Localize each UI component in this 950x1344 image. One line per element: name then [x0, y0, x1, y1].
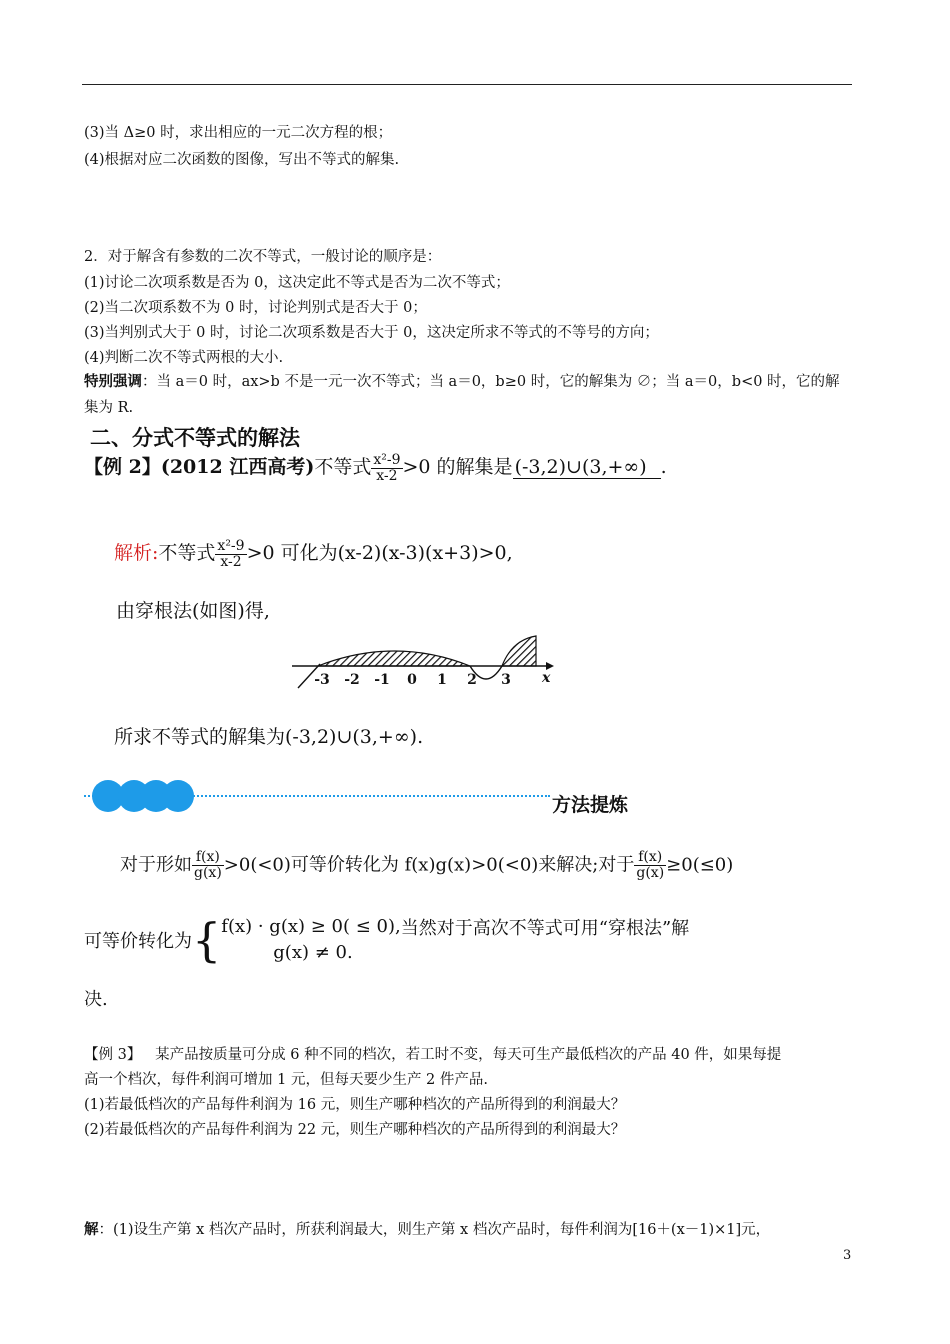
axis-tick-label: 1	[437, 672, 447, 688]
emphasis-text: ：当 a＝0 时，ax>b 不是一元一次不等式；当 a＝0，b≥0 时，它的解集为 ∅；当 a＝0，b<0 时，它的解	[142, 374, 840, 390]
inequality-system	[221, 914, 400, 966]
section2-intro: 2．对于解含有参数的二次不等式，一般讨论的顺序是：	[84, 249, 442, 265]
example-2-answer: (-3,2)∪(3,+∞)	[513, 456, 661, 479]
example-2-fraction	[371, 453, 402, 484]
solution-text-before: 不等式	[158, 542, 216, 564]
fraction-denominator: x-2	[220, 553, 242, 570]
method-text-b: >0(<0)可等价转化为 f(x)g(x)>0(<0)来解决;对于	[223, 854, 635, 876]
fraction-denominator: x-2	[376, 467, 398, 484]
method-text-a: 对于形如	[120, 854, 192, 876]
solution-fraction	[215, 539, 246, 570]
method-line-3: 决.	[84, 989, 108, 1010]
example-2-source: (2012 江西高考)	[160, 456, 315, 478]
page-number: 3	[843, 1248, 852, 1263]
solution-text-after: >0 可化为(x-2)(x-3)(x+3)>0,	[246, 542, 513, 564]
axis-arrow	[546, 662, 554, 670]
example-3-line-2: 高一个档次，每件利润可增加 1 元，但每天要少生产 2 件产品.	[84, 1072, 488, 1088]
method-text-c: ≥0(≤0)	[666, 854, 734, 876]
answer-text: ：(1)设生产第 x 档次产品时，所获利润最大，则生产第 x 档次产品时，每件利润为[16＋(x－1)×1]元，	[98, 1222, 771, 1238]
method-title: 方法提炼	[552, 794, 629, 816]
fraction-numerator: x²-9	[373, 451, 401, 468]
positive-region-2	[502, 636, 536, 666]
emphasis-label: 特别强调	[84, 373, 142, 390]
fraction-numerator: x²-9	[217, 537, 245, 554]
step-3: (3)当 Δ≥0 时，求出相应的一元二次方程的根；	[84, 125, 393, 141]
solution-label: 解析:	[114, 542, 159, 564]
section2-step-1: (1)讨论二次项系数是否为 0，这决定此不等式是否为二次不等式；	[84, 275, 510, 291]
example-3-label: 【例 3】	[84, 1047, 142, 1063]
system-brace: {	[192, 913, 222, 967]
axis-tick-label: 2	[467, 672, 477, 688]
fraction-denominator: g(x)	[636, 865, 665, 881]
fraction-numerator: f(x)	[192, 850, 224, 866]
decor-dotted-line	[190, 795, 550, 797]
step-4: (4)根据对应二次函数的图像，写出不等式的解集.	[84, 152, 400, 168]
example-3-line-1	[84, 1045, 781, 1065]
example-3-question-2: (2)若最低档次的产品每件利润为 22 元，则生产哪种档次的产品所得到的利润最大？	[84, 1122, 626, 1138]
method-fraction-2	[634, 850, 666, 881]
method-line-1	[120, 850, 733, 881]
example-3-question-1: (1)若最低档次的产品每件利润为 16 元，则生产哪种档次的产品所得到的利润最大？	[84, 1097, 626, 1113]
example-2-label: 【例 2】	[84, 456, 161, 478]
section2-step-4: (4)判断二次不等式两根的大小.	[84, 350, 284, 366]
section-heading: 二、分式不等式的解法	[90, 426, 300, 450]
positive-region-1	[318, 651, 470, 666]
emphasis-line	[84, 372, 840, 392]
axis-tick-label: -2	[344, 672, 360, 688]
system-line-2: g(x) ≠ 0.	[273, 942, 353, 963]
fraction-numerator: f(x)	[634, 850, 666, 866]
axis-variable-label: x	[542, 670, 551, 686]
axis-tick-label: -3	[314, 672, 330, 688]
section2-step-2: (2)当二次项系数不为 0 时，讨论判别式是否大于 0；	[84, 300, 427, 316]
sign-chart-diagram	[290, 630, 560, 692]
decor-left-dots	[84, 795, 94, 797]
method-fraction-1	[192, 850, 224, 881]
answer-label: 解	[84, 1221, 99, 1238]
emphasis-continued: 集为 R.	[84, 400, 134, 416]
axis-tick-label: 3	[501, 672, 511, 688]
fraction-denominator: g(x)	[194, 865, 222, 881]
axis-tick-label: -1	[374, 672, 390, 688]
solution-line-3: 所求不等式的解集为(-3,2)∪(3,+∞).	[114, 726, 424, 748]
example-3-text-1: 某产品按质量可分成 6 种不同的档次，若工时不变，每天可生产最低档次的产品 40 件，如果每提	[155, 1047, 782, 1063]
example-2-text-before: 不等式	[314, 456, 372, 478]
system-line-1: f(x) · g(x) ≥ 0( ≤ 0),	[221, 916, 401, 937]
example-2-text-after: >0 的解集是	[402, 456, 513, 478]
example-2	[84, 452, 667, 484]
section2-step-3: (3)当判别式大于 0 时，讨论二次项系数是否大于 0，这决定所求不等式的不等号的方向；	[84, 325, 659, 341]
axis-tick-label: 0	[407, 672, 417, 688]
method-text-2a: 可等价转化为	[84, 931, 192, 952]
header-rule	[82, 84, 852, 85]
solution-line-1	[114, 538, 513, 570]
answer-line	[84, 1220, 770, 1240]
example-2-end: .	[660, 456, 667, 478]
method-text-2b: 当然对于高次不等式可用“穿根法”解	[400, 918, 690, 939]
method-line-2	[84, 914, 689, 966]
solution-line-2: 由穿根法(如图)得,	[116, 600, 270, 622]
